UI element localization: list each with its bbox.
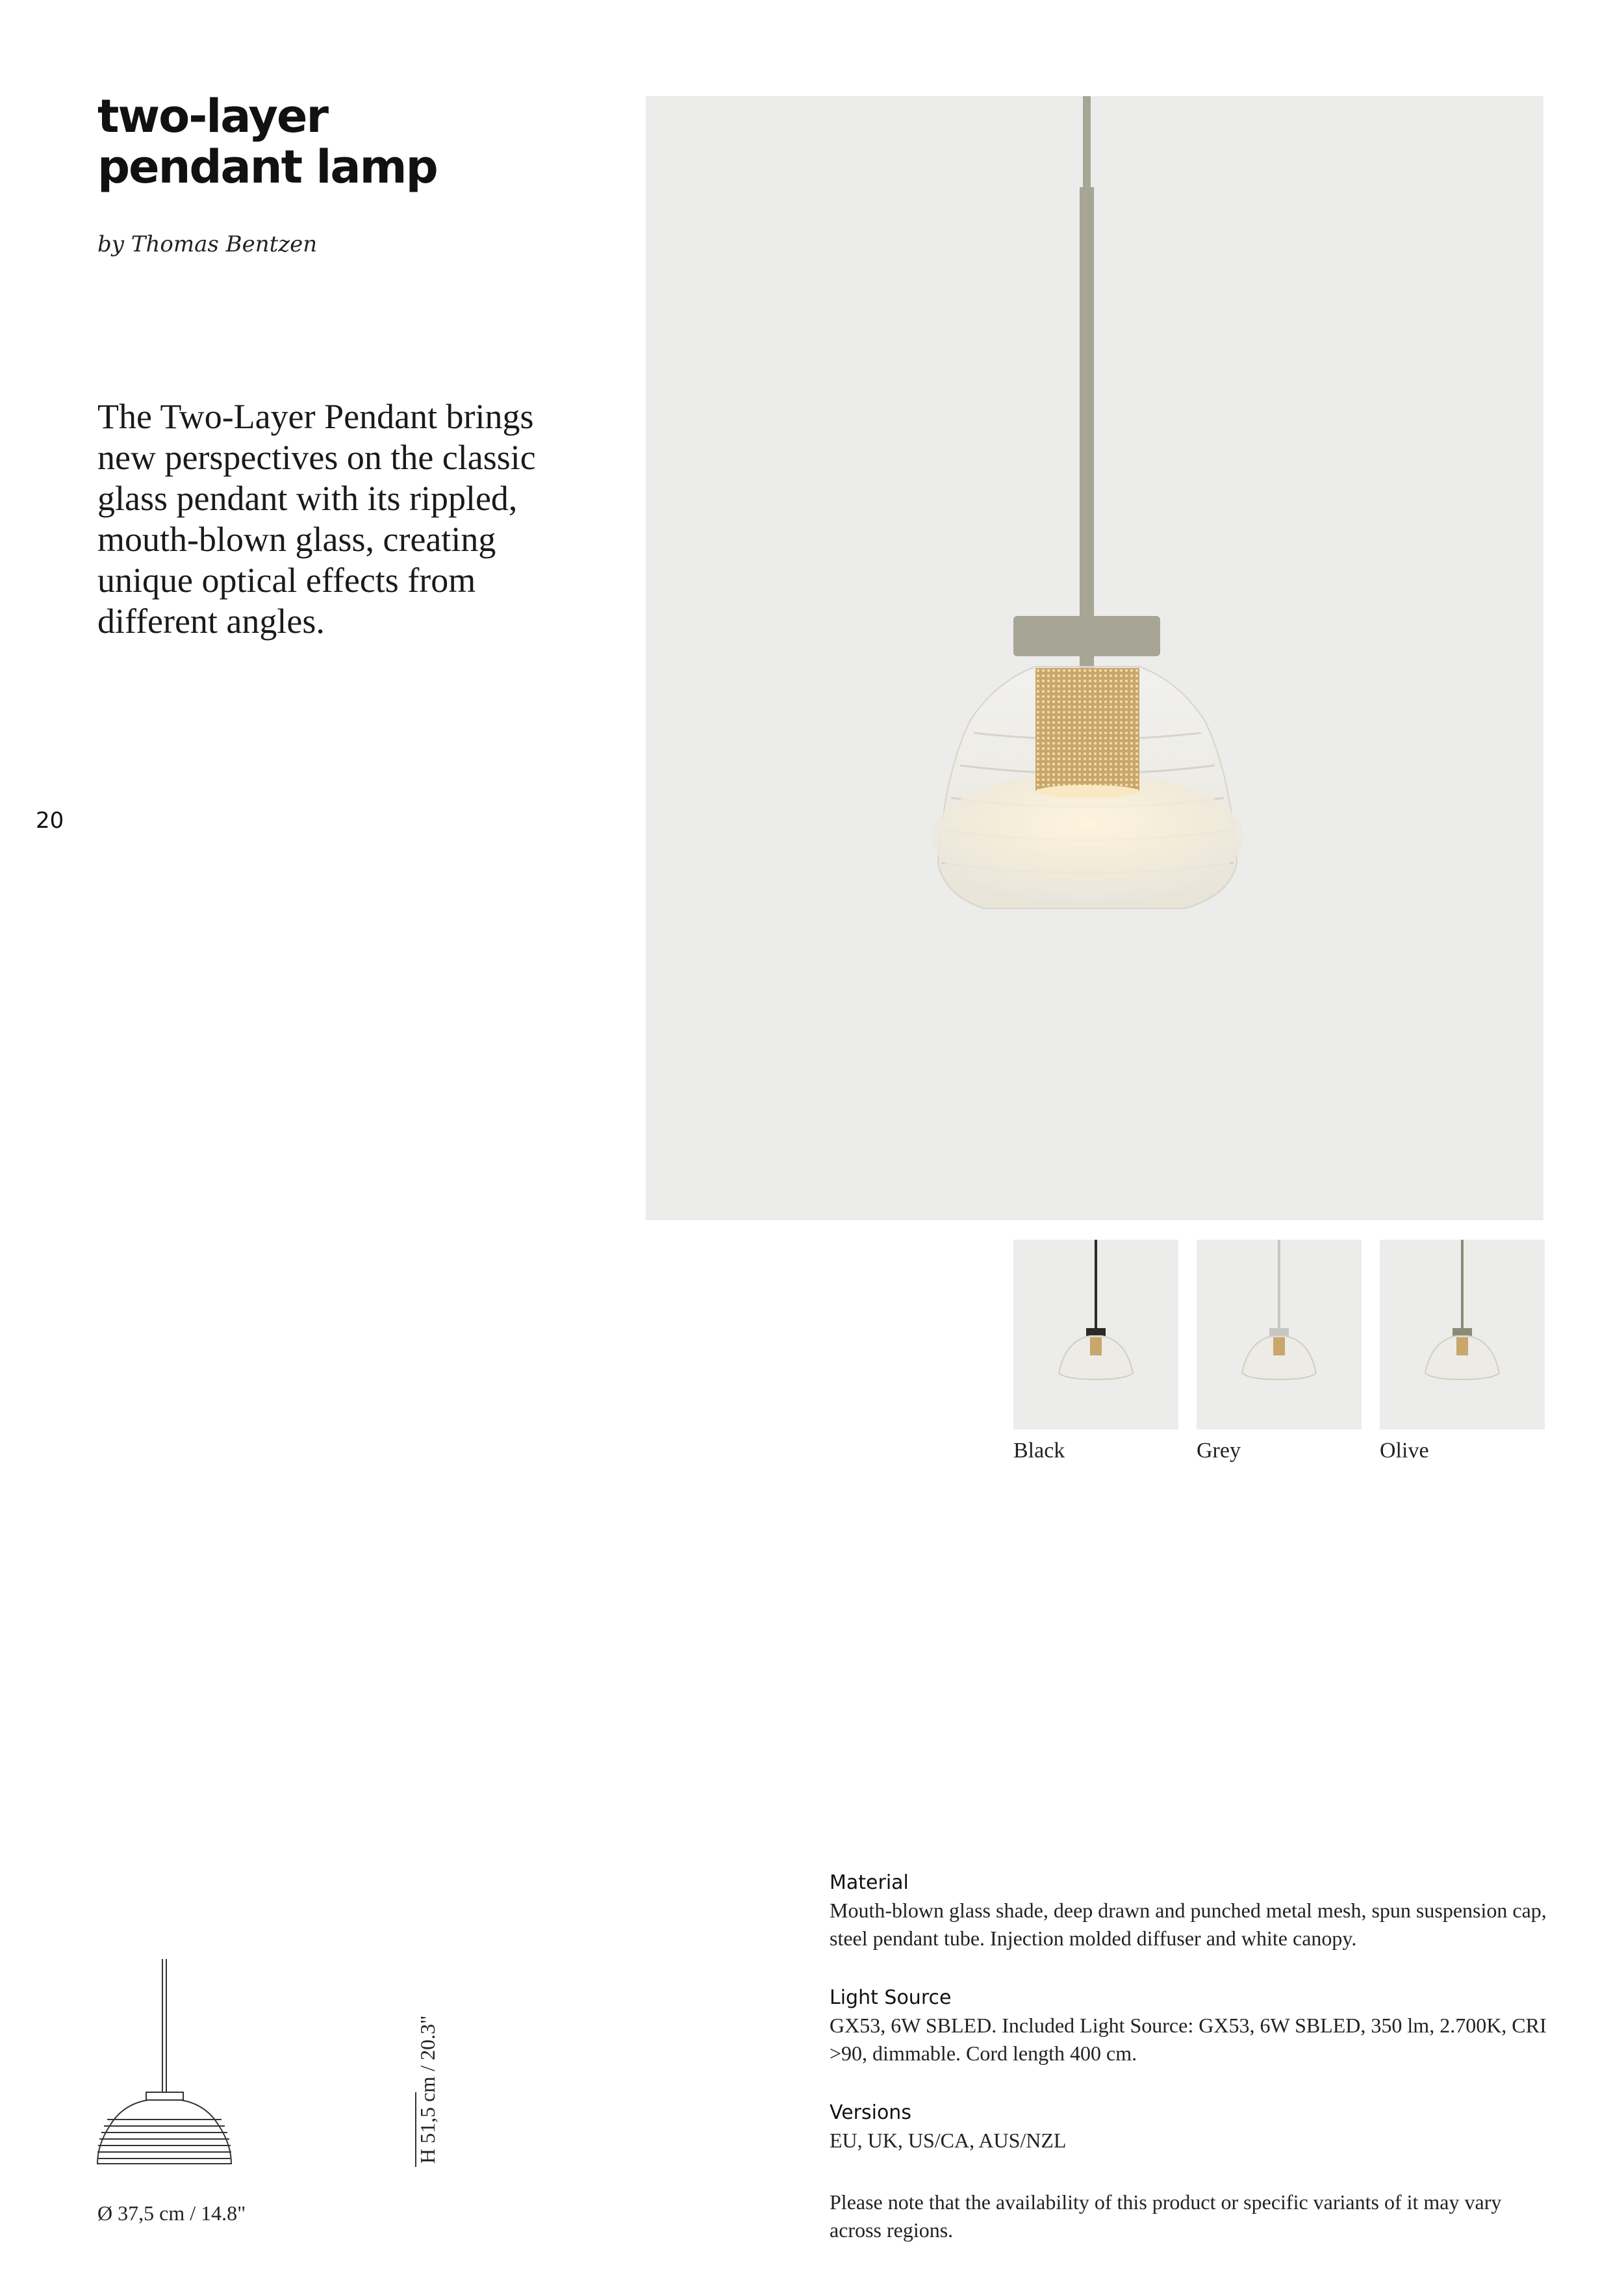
spec-body: Mouth-blown glass shade, deep drawn and punched metal mesh, spun suspension cap, steel pendant tube. Injection molded diffuser and white canopy. bbox=[830, 1899, 1547, 1950]
variant-cap bbox=[1269, 1328, 1289, 1336]
spec-body: Please note that the availability of this product or specific variants of it may vary across regions. bbox=[830, 2190, 1502, 2242]
diameter-dimension: Ø 37,5 cm / 14.8" bbox=[97, 2201, 246, 2225]
variant-thumbnail-black bbox=[1013, 1240, 1178, 1429]
spec-versions bbox=[830, 2101, 1551, 2155]
spec-heading: Material bbox=[830, 1871, 909, 1894]
spec-heading: Versions bbox=[830, 2101, 911, 2124]
variant-cap bbox=[1453, 1328, 1472, 1336]
dimension-drawing bbox=[78, 1949, 455, 2183]
spec-light-source bbox=[830, 1986, 1551, 2068]
suspension-cap bbox=[1013, 616, 1160, 656]
variant-label-olive: Olive bbox=[1380, 1439, 1429, 1463]
variant-tube bbox=[1095, 1240, 1097, 1331]
variant-thumbnail-olive bbox=[1380, 1240, 1545, 1429]
spec-material bbox=[830, 1871, 1551, 1953]
drawing-cap bbox=[146, 2092, 183, 2100]
spec-heading: Light Source bbox=[830, 1986, 952, 2009]
variant-cap bbox=[1086, 1328, 1106, 1336]
metal-mesh bbox=[1035, 668, 1139, 791]
variant-tube bbox=[1278, 1240, 1280, 1331]
suspension-rod bbox=[1083, 96, 1091, 187]
product-title bbox=[97, 91, 552, 192]
product-title-line-2: pendant lamp bbox=[97, 140, 437, 194]
hero-product-image bbox=[646, 96, 1543, 1220]
designer-credit: by Thomas Bentzen bbox=[97, 231, 318, 257]
product-intro: The Two-Layer Pendant brings new perspectives on the classic glass pendant with its rippled, mouth-blown glass, creating unique optical effects from different angles. bbox=[97, 397, 536, 641]
variant-thumbnail-grey bbox=[1197, 1240, 1362, 1429]
availability-note bbox=[830, 2188, 1551, 2244]
spec-body: GX53, 6W SBLED. Included Light Source: GX53, 6W SBLED, 350 lm, 2.700K, CRI >90, dimmable. Cord length 400 cm. bbox=[830, 2014, 1547, 2065]
specifications bbox=[830, 1871, 1551, 2278]
pendant-lamp-illustration bbox=[646, 96, 1543, 1220]
variant-label-grey: Grey bbox=[1197, 1439, 1241, 1463]
spec-body: EU, UK, US/CA, AUS/NZL bbox=[830, 2129, 1067, 2152]
product-title-line-1: two-layer bbox=[97, 90, 327, 143]
height-dimension: H 51,5 cm / 20.3" bbox=[416, 2015, 439, 2164]
variant-tube bbox=[1461, 1240, 1464, 1331]
page-number: 20 bbox=[36, 808, 64, 834]
variant-label-black: Black bbox=[1013, 1439, 1065, 1463]
